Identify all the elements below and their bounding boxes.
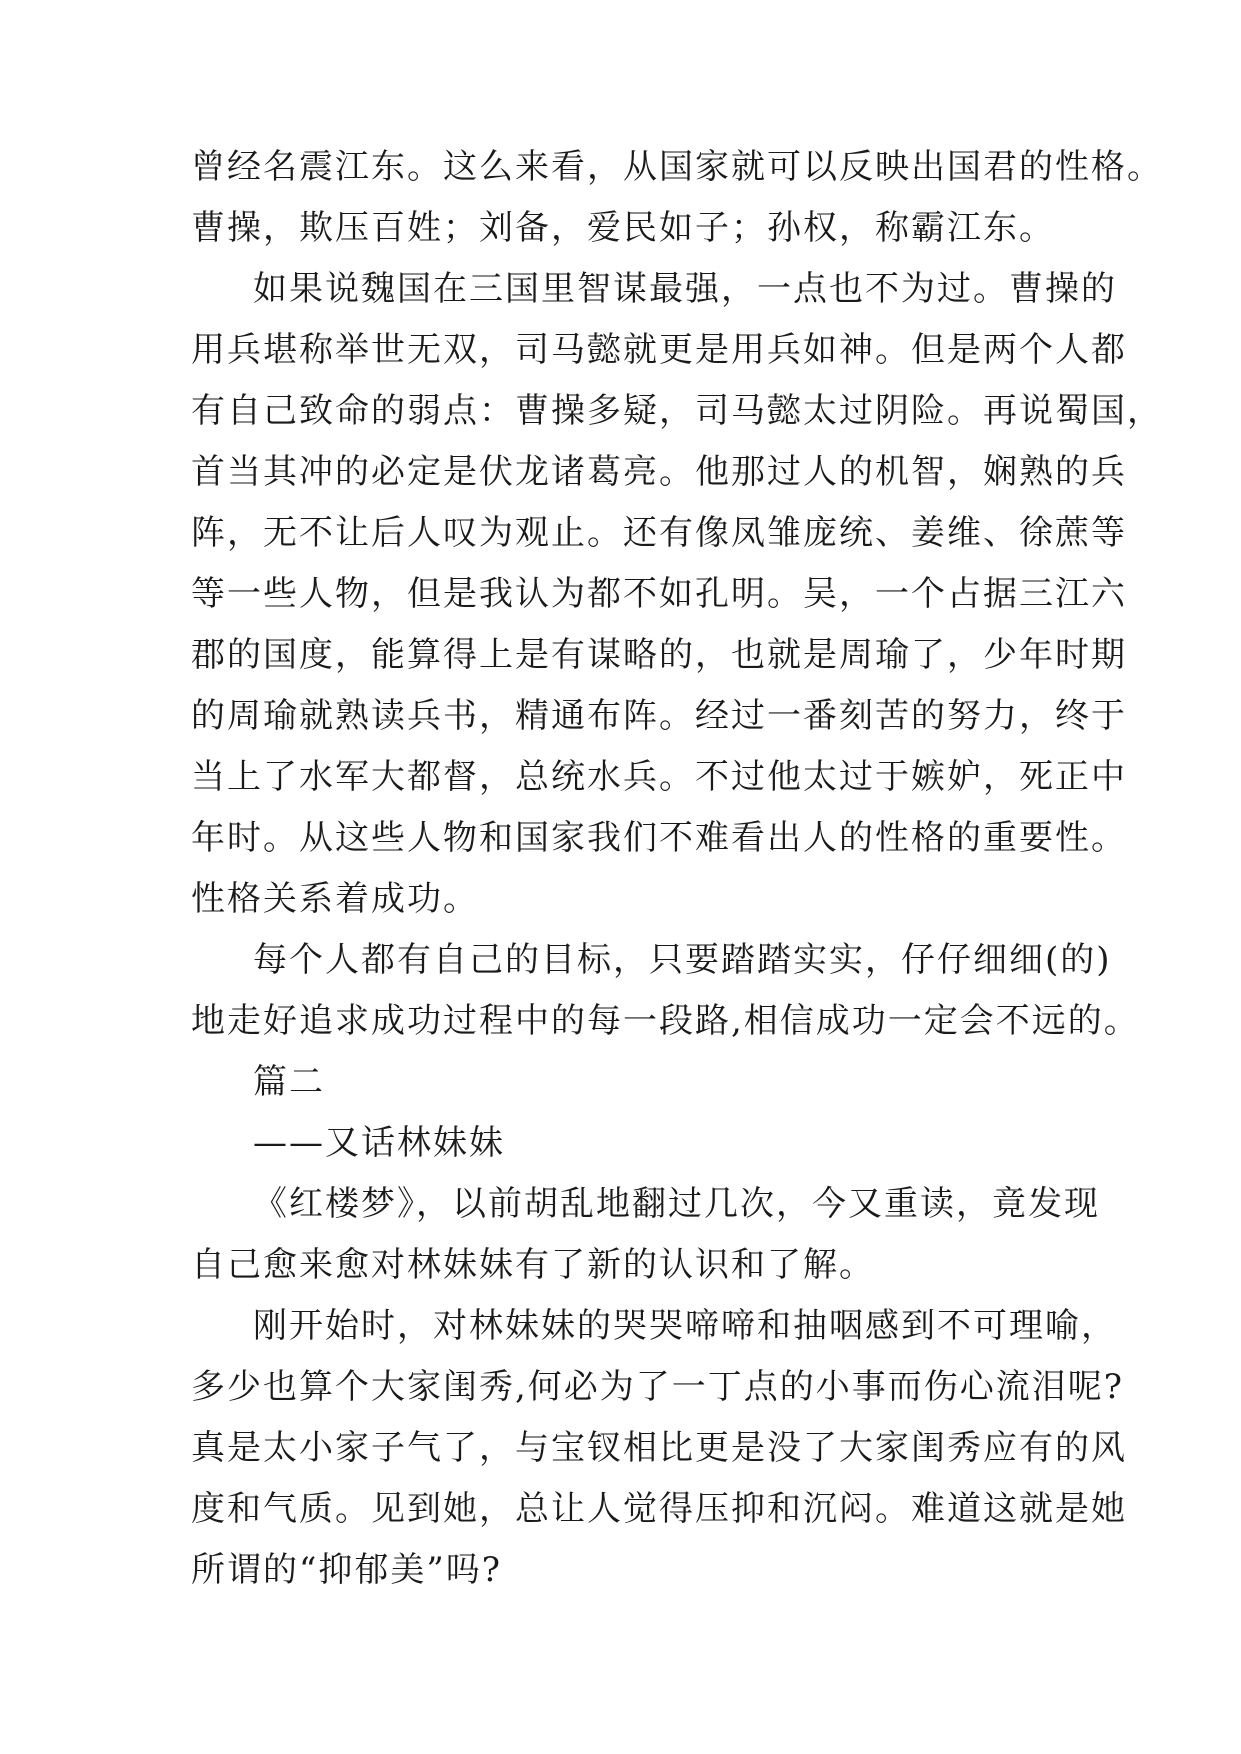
body-text <box>191 137 1163 1601</box>
text-line: 性格关系着成功。 <box>191 879 479 919</box>
text-line: 曹操，欺压百姓；刘备，爱民如子；孙权，称霸江东。 <box>191 208 1055 248</box>
text-line: 多少也算个大家闺秀,何必为了一丁点的小事而伤心流泪呢? <box>191 1367 1125 1407</box>
text-line: 如果说魏国在三国里智谋最强，一点也不为过。曹操的 <box>253 269 1117 309</box>
text-line: 地走好追求成功过程中的每一段路,相信成功一定会不远的。 <box>191 1001 1140 1041</box>
text-line: 刚开始时，对林妹妹的哭哭啼啼和抽咽感到不可理喻， <box>253 1306 1117 1346</box>
text-line: 所谓的“抑郁美”吗? <box>191 1550 502 1590</box>
text-line: 当上了水军大都督，总统水兵。不过他太过于嫉妒，死正中 <box>191 757 1127 797</box>
text-line: 《红楼梦》，以前胡乱地翻过几次，今又重读，竟发现 <box>253 1184 1100 1224</box>
text-line: 等一些人物，但是我认为都不如孔明。吴，一个占据三江六 <box>191 574 1127 614</box>
text-line: 有自己致命的弱点：曹操多疑，司马懿太过阴险。再说蜀国， <box>191 391 1163 431</box>
text-line: 曾经名震江东。这么来看，从国家就可以反映出国君的性格。 <box>191 147 1163 187</box>
section-subtitle: ——又话林妹妹 <box>253 1123 505 1163</box>
text-line: 度和气质。见到她，总让人觉得压抑和沉闷。难道这就是她 <box>191 1489 1127 1529</box>
text-line: 每个人都有自己的目标，只要踏踏实实，仔仔细细(的) <box>253 940 1112 980</box>
text-line: 自己愈来愈对林妹妹有了新的认识和了解。 <box>191 1245 875 1285</box>
text-line: 用兵堪称举世无双，司马懿就更是用兵如神。但是两个人都 <box>191 330 1127 370</box>
text-line: 的周瑜就熟读兵书，精通布阵。经过一番刻苦的努力，终于 <box>191 696 1127 736</box>
section-heading: 篇二 <box>253 1062 325 1102</box>
text-line: 郡的国度，能算得上是有谋略的，也就是周瑜了，少年时期 <box>191 635 1127 675</box>
text-line: 年时。从这些人物和国家我们不难看出人的性格的重要性。 <box>191 818 1127 858</box>
text-line: 真是太小家子气了，与宝钗相比更是没了大家闺秀应有的风 <box>191 1428 1127 1468</box>
text-line: 阵，无不让后人叹为观止。还有像凤雏庞统、姜维、徐蔗等 <box>191 513 1127 553</box>
text-line: 首当其冲的必定是伏龙诸葛亮。他那过人的机智，娴熟的兵 <box>191 452 1127 492</box>
